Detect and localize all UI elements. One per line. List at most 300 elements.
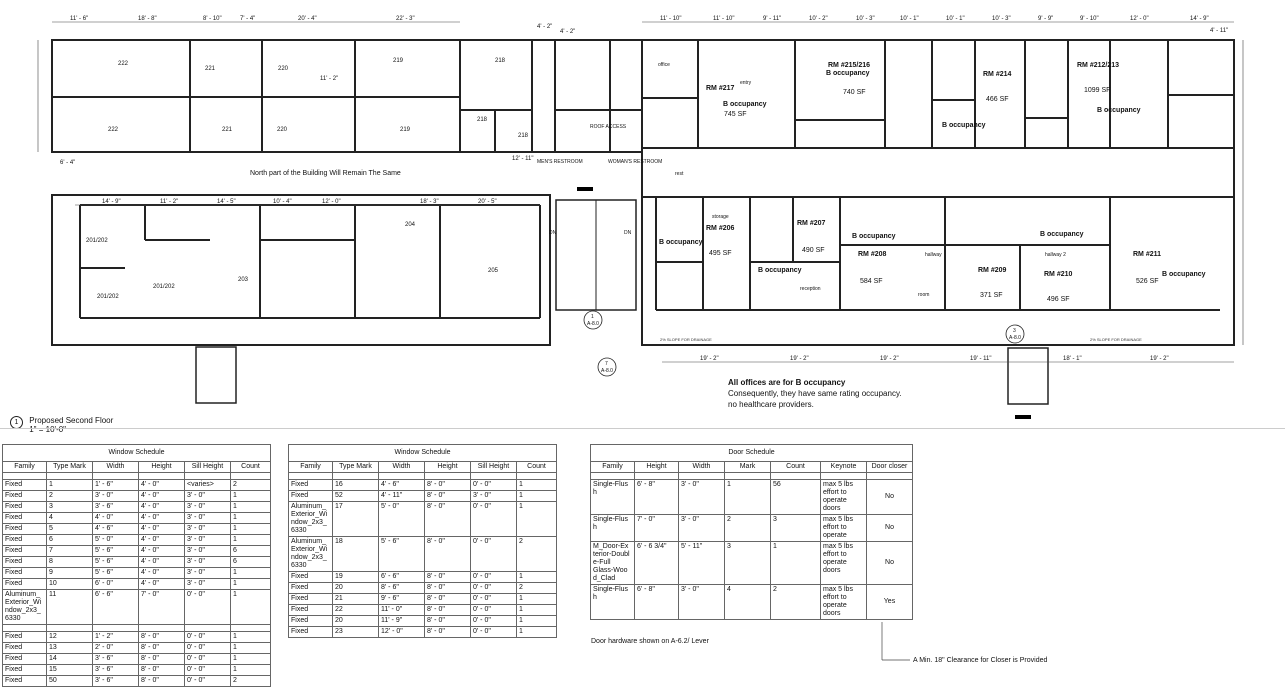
table-cell: Aluminum_ Exterior_Wi ndow_2x3_ 6330 bbox=[289, 537, 333, 572]
table-cell: 4' - 0" bbox=[139, 568, 185, 579]
table-cell: 9 bbox=[47, 568, 93, 579]
spacer-cell bbox=[471, 473, 517, 480]
column-header: Family bbox=[289, 462, 333, 473]
table-cell: 0' - 0" bbox=[471, 583, 517, 594]
table-row bbox=[3, 524, 271, 535]
table-cell: Fixed bbox=[3, 491, 47, 502]
table-cell: 1 bbox=[517, 594, 557, 605]
room-name: RM #215/216 bbox=[828, 62, 871, 69]
spacer-cell bbox=[231, 625, 271, 632]
spacer-cell bbox=[231, 473, 271, 480]
table-cell: 4' - 6" bbox=[379, 480, 425, 491]
column-header: Count bbox=[771, 462, 821, 473]
table-cell: 6' - 6" bbox=[93, 590, 139, 625]
table-cell: 14 bbox=[47, 654, 93, 665]
dim-label: 14' - 5" bbox=[217, 199, 236, 205]
table-cell: 3' - 6" bbox=[93, 654, 139, 665]
table-cell: 2 bbox=[517, 537, 557, 572]
table-row bbox=[3, 632, 271, 643]
table-cell: 8' - 0" bbox=[425, 594, 471, 605]
table-cell: Fixed bbox=[3, 632, 47, 643]
room-number: 204 bbox=[405, 222, 416, 228]
table-cell: Fixed bbox=[3, 535, 47, 546]
table-cell: max 5 lbs effort to operate doors bbox=[821, 585, 867, 620]
table-cell: 8' - 0" bbox=[425, 572, 471, 583]
table-cell: 1 bbox=[517, 480, 557, 491]
table-cell: 1 bbox=[517, 627, 557, 638]
dim-label: 9' - 10" bbox=[1080, 16, 1099, 22]
door-hardware-note: Door hardware shown on A-6.2/ Lever bbox=[591, 638, 709, 645]
room-occupancy: B occupancy bbox=[758, 267, 802, 274]
table-cell: Fixed bbox=[3, 579, 47, 590]
table-row bbox=[3, 535, 271, 546]
dim-label: 11' - 10" bbox=[713, 16, 735, 22]
room-area: 496 SF bbox=[1047, 296, 1070, 303]
table-cell: 3' - 6" bbox=[93, 665, 139, 676]
table-cell: 1 bbox=[231, 632, 271, 643]
table-cell: 52 bbox=[333, 491, 379, 502]
room-number: 218 bbox=[518, 133, 529, 139]
dim-label: 20' - 5" bbox=[478, 199, 497, 205]
dim-label: 22' - 3" bbox=[396, 16, 415, 22]
table-cell: 19 bbox=[333, 572, 379, 583]
divider bbox=[0, 428, 1285, 429]
dim-label: 11' - 6" bbox=[70, 16, 89, 22]
table-cell: 6' - 6" bbox=[379, 572, 425, 583]
table-row bbox=[3, 654, 271, 665]
table-cell: Single-Flus h bbox=[591, 585, 635, 620]
table-cell: 1 bbox=[231, 579, 271, 590]
table-cell: 5 bbox=[47, 524, 93, 535]
occupancy-note bbox=[728, 377, 902, 410]
room-label: reception bbox=[800, 286, 821, 292]
room-occupancy: B occupancy bbox=[723, 101, 767, 108]
table-row bbox=[289, 616, 557, 627]
table-cell: 4' - 0" bbox=[139, 502, 185, 513]
view-title bbox=[10, 416, 113, 434]
dim-label: 18' - 8" bbox=[138, 16, 157, 22]
section-tag-number: 1 bbox=[591, 314, 594, 320]
dim-label: 12' - 0" bbox=[322, 199, 341, 205]
dim-label: 18' - 1" bbox=[1063, 356, 1082, 362]
table-row bbox=[591, 480, 913, 515]
table-cell: 0' - 0" bbox=[471, 502, 517, 537]
table-cell: 6 bbox=[47, 535, 93, 546]
room-number: 219 bbox=[393, 58, 404, 64]
table-cell: 8' - 0" bbox=[425, 583, 471, 594]
table-cell: Fixed bbox=[3, 480, 47, 491]
table-cell: 3' - 0" bbox=[93, 491, 139, 502]
room-area: 526 SF bbox=[1136, 278, 1159, 285]
table-row bbox=[591, 542, 913, 585]
stair-label: DN bbox=[624, 230, 632, 236]
table-cell: Fixed bbox=[3, 502, 47, 513]
table-cell: Fixed bbox=[289, 616, 333, 627]
room-occupancy: B occupancy bbox=[1040, 231, 1084, 238]
table-cell: 0' - 0" bbox=[185, 643, 231, 654]
table-cell: 4' - 0" bbox=[139, 480, 185, 491]
table-cell: 2 bbox=[231, 676, 271, 687]
schedule-header bbox=[3, 462, 271, 473]
table-cell: 8' - 0" bbox=[425, 616, 471, 627]
room-occupancy: B occupancy bbox=[1162, 271, 1206, 278]
mens-restroom: MEN'S RESTROOM bbox=[537, 159, 583, 165]
room-name: RM #206 bbox=[706, 225, 735, 232]
table-cell: 1 bbox=[231, 590, 271, 625]
room-label: storage bbox=[712, 214, 729, 220]
dim-label: 18' - 3" bbox=[420, 199, 439, 205]
spacer-cell bbox=[517, 473, 557, 480]
room-name: RM #209 bbox=[978, 267, 1007, 274]
table-cell: 21 bbox=[333, 594, 379, 605]
room-number: 219 bbox=[400, 127, 411, 133]
table-cell: No bbox=[867, 542, 913, 585]
room-occupancy: B occupancy bbox=[826, 70, 870, 77]
table-cell: 4' - 0" bbox=[139, 513, 185, 524]
table-cell: Aluminum_ Exterior_Wi ndow_2x3_ 6330 bbox=[3, 590, 47, 625]
table-row bbox=[3, 579, 271, 590]
dim-label: 20' - 4" bbox=[298, 16, 317, 22]
spacer-cell bbox=[771, 473, 821, 480]
room-name: RM #208 bbox=[858, 251, 887, 258]
column-header: Family bbox=[3, 462, 47, 473]
window-schedule-2 bbox=[288, 444, 557, 638]
table-cell: 3 bbox=[771, 515, 821, 542]
table-cell: Aluminum_ Exterior_Wi ndow_2x3_ 6330 bbox=[289, 502, 333, 537]
dim-label: 6' - 4" bbox=[60, 160, 76, 166]
table-cell: 8' - 0" bbox=[139, 632, 185, 643]
table-row bbox=[3, 568, 271, 579]
room-number: 201/202 bbox=[153, 284, 175, 290]
table-cell: 0' - 0" bbox=[185, 654, 231, 665]
table-cell: 0' - 0" bbox=[471, 627, 517, 638]
view-name: Proposed Second Floor bbox=[29, 416, 114, 425]
roof-access: ROOF ACCESS bbox=[590, 124, 627, 130]
column-header: Height bbox=[635, 462, 679, 473]
table-cell: 8' - 0" bbox=[425, 605, 471, 616]
column-header: Height bbox=[425, 462, 471, 473]
column-header: Family bbox=[591, 462, 635, 473]
table-cell: 11 bbox=[47, 590, 93, 625]
column-header: Mark bbox=[725, 462, 771, 473]
table-row bbox=[289, 627, 557, 638]
note-line: Consequently, they have same rating occupancy. bbox=[728, 389, 902, 398]
room-number: 218 bbox=[477, 117, 488, 123]
table-cell: Fixed bbox=[289, 605, 333, 616]
table-cell: 3' - 0" bbox=[185, 524, 231, 535]
table-cell: 8' - 0" bbox=[425, 627, 471, 638]
table-cell: 8' - 0" bbox=[425, 480, 471, 491]
table-cell: Single-Flus h bbox=[591, 515, 635, 542]
table-cell: 8' - 0" bbox=[425, 537, 471, 572]
table-cell: 2 bbox=[725, 515, 771, 542]
table-cell: 1 bbox=[231, 502, 271, 513]
room-number: 221 bbox=[222, 127, 233, 133]
table-cell: 5' - 6" bbox=[93, 568, 139, 579]
table-cell: 5' - 6" bbox=[93, 557, 139, 568]
table-cell: 6 bbox=[231, 546, 271, 557]
dim-label: 11' - 10" bbox=[660, 16, 682, 22]
spacer-cell bbox=[93, 473, 139, 480]
dim-label: 4' - 2" bbox=[537, 24, 553, 30]
spacer-cell bbox=[93, 625, 139, 632]
table-cell: No bbox=[867, 515, 913, 542]
table-cell: 5' - 0" bbox=[379, 502, 425, 537]
table-cell: 3' - 0" bbox=[185, 502, 231, 513]
table-cell: 3 bbox=[725, 542, 771, 585]
table-cell: 4' - 0" bbox=[93, 513, 139, 524]
table-cell: 1 bbox=[725, 480, 771, 515]
table-cell: 3' - 0" bbox=[679, 515, 725, 542]
table-cell: 17 bbox=[333, 502, 379, 537]
table-cell: 1 bbox=[517, 502, 557, 537]
column-header: Sill Height bbox=[471, 462, 517, 473]
table-cell: 1 bbox=[231, 654, 271, 665]
table-cell: 18 bbox=[333, 537, 379, 572]
dim-label: 12' - 0" bbox=[1130, 16, 1149, 22]
table-cell: 56 bbox=[771, 480, 821, 515]
room-area: 745 SF bbox=[724, 111, 747, 118]
column-header: Type Mark bbox=[333, 462, 379, 473]
table-cell: 3' - 0" bbox=[185, 546, 231, 557]
table-cell: 4' - 0" bbox=[139, 535, 185, 546]
dim-label: 10' - 1" bbox=[900, 16, 919, 22]
table-cell: 8' - 0" bbox=[425, 502, 471, 537]
table-cell: Fixed bbox=[3, 546, 47, 557]
room-number: 220 bbox=[277, 127, 288, 133]
table-cell: 1 bbox=[231, 665, 271, 676]
dim-label: 11' - 2" bbox=[320, 76, 339, 82]
table-cell: 4' - 6" bbox=[93, 524, 139, 535]
slope-note: 2% SLOPE FOR DRAINAGE bbox=[660, 337, 712, 342]
schedule-title: Door Schedule bbox=[590, 444, 913, 461]
table-cell: 20 bbox=[333, 616, 379, 627]
table-row bbox=[591, 515, 913, 542]
dim-label: 7' - 4" bbox=[240, 16, 256, 22]
table-cell: 13 bbox=[47, 643, 93, 654]
dim-label: 10' - 4" bbox=[273, 199, 292, 205]
table-cell: 6' - 6 3/4" bbox=[635, 542, 679, 585]
table-cell: 0' - 0" bbox=[185, 632, 231, 643]
table-cell: 3' - 0" bbox=[185, 513, 231, 524]
spacer-cell bbox=[139, 473, 185, 480]
spacer-cell bbox=[425, 473, 471, 480]
table-cell: 8' - 0" bbox=[139, 654, 185, 665]
table-cell: 4' - 11" bbox=[379, 491, 425, 502]
table-cell: Fixed bbox=[289, 572, 333, 583]
table-cell: max 5 lbs effort to operate doors bbox=[821, 542, 867, 585]
dim-label: 4' - 11" bbox=[1210, 28, 1229, 34]
spacer-cell bbox=[591, 473, 635, 480]
table-cell: 3' - 6" bbox=[93, 676, 139, 687]
table-cell: 1 bbox=[517, 605, 557, 616]
dim-label: 12' - 11" bbox=[512, 156, 534, 162]
table-cell: 5' - 6" bbox=[93, 546, 139, 557]
room-area: 1099 SF bbox=[1084, 87, 1111, 94]
dim-label: 10' - 3" bbox=[992, 16, 1011, 22]
table-cell: 0' - 0" bbox=[471, 480, 517, 491]
dim-label: 10' - 1" bbox=[946, 16, 965, 22]
table-cell: 7' - 0" bbox=[139, 590, 185, 625]
table-cell: Fixed bbox=[3, 568, 47, 579]
table-cell: 6' - 0" bbox=[93, 579, 139, 590]
table-row bbox=[289, 537, 557, 572]
table-cell: 1 bbox=[517, 616, 557, 627]
room-label: hallway 2 bbox=[1045, 252, 1066, 258]
dim-label: 14' - 9" bbox=[1190, 16, 1209, 22]
table-row bbox=[3, 557, 271, 568]
table-cell: 4' - 0" bbox=[139, 524, 185, 535]
table-cell: 8' - 0" bbox=[139, 665, 185, 676]
table-row bbox=[289, 594, 557, 605]
table-row bbox=[289, 572, 557, 583]
table-cell: 1 bbox=[231, 524, 271, 535]
table-cell: 15 bbox=[47, 665, 93, 676]
spacer-cell bbox=[379, 473, 425, 480]
dim-label: 19' - 2" bbox=[1150, 356, 1169, 362]
room-occupancy: B occupancy bbox=[852, 233, 896, 240]
table-cell: 0' - 0" bbox=[471, 605, 517, 616]
schedule-title: Window Schedule bbox=[288, 444, 557, 461]
spacer-cell bbox=[635, 473, 679, 480]
table-row bbox=[591, 585, 913, 620]
table-cell: 3 bbox=[47, 502, 93, 513]
view-scale: 1" = 10'-0" bbox=[29, 425, 67, 434]
spacer-cell bbox=[725, 473, 771, 480]
table-row bbox=[3, 480, 271, 491]
table-cell: 11' - 9" bbox=[379, 616, 425, 627]
room-name: RM #211 bbox=[1133, 251, 1162, 258]
room-name: RM #207 bbox=[797, 220, 826, 227]
table-cell: 0' - 0" bbox=[471, 572, 517, 583]
table-row bbox=[3, 665, 271, 676]
spacer-cell bbox=[289, 473, 333, 480]
dim-label: 19' - 2" bbox=[880, 356, 899, 362]
table-cell: 0' - 0" bbox=[185, 665, 231, 676]
room-area: 371 SF bbox=[980, 292, 1003, 299]
column-header: Type Mark bbox=[47, 462, 93, 473]
column-header: Door closer bbox=[867, 462, 913, 473]
room-number: 205 bbox=[488, 268, 499, 274]
spacer-cell bbox=[3, 473, 47, 480]
table-cell: Fixed bbox=[3, 676, 47, 687]
table-cell: 8' - 0" bbox=[425, 491, 471, 502]
column-header: Width bbox=[93, 462, 139, 473]
table-cell: <varies> bbox=[185, 480, 231, 491]
table-cell: 12' - 0" bbox=[379, 627, 425, 638]
dim-label: 10' - 3" bbox=[856, 16, 875, 22]
table-cell: 1 bbox=[47, 480, 93, 491]
column-header: Keynote bbox=[821, 462, 867, 473]
spacer-row bbox=[3, 473, 271, 480]
table-cell: 3' - 0" bbox=[679, 480, 725, 515]
table-row bbox=[289, 583, 557, 594]
section-tag-ref: A-8.0 bbox=[1009, 335, 1021, 341]
room-number: 218 bbox=[495, 58, 506, 64]
table-cell: Fixed bbox=[3, 665, 47, 676]
section-tag-number: 7 bbox=[605, 361, 608, 367]
table-cell: 7 bbox=[47, 546, 93, 557]
window-schedule-1 bbox=[2, 444, 271, 687]
table-cell: 2 bbox=[231, 480, 271, 491]
table-cell: 4 bbox=[47, 513, 93, 524]
table-cell: 3' - 0" bbox=[679, 585, 725, 620]
room-area: 495 SF bbox=[709, 250, 732, 257]
room-name: RM #214 bbox=[983, 71, 1012, 78]
table-cell: 10 bbox=[47, 579, 93, 590]
table-cell: 8' - 6" bbox=[379, 583, 425, 594]
table-cell: Fixed bbox=[289, 627, 333, 638]
table-cell: 5' - 11" bbox=[679, 542, 725, 585]
spacer-cell bbox=[3, 625, 47, 632]
schedule-header bbox=[289, 462, 557, 473]
table-cell: 3' - 6" bbox=[93, 502, 139, 513]
table-cell: Fixed bbox=[289, 491, 333, 502]
table-cell: 22 bbox=[333, 605, 379, 616]
table-cell: Fixed bbox=[289, 583, 333, 594]
room-area: 466 SF bbox=[986, 96, 1009, 103]
table-cell: 1 bbox=[231, 535, 271, 546]
table-cell: Fixed bbox=[289, 594, 333, 605]
dim-label: 9' - 9" bbox=[1038, 16, 1054, 22]
table-cell: 50 bbox=[47, 676, 93, 687]
table-cell: 23 bbox=[333, 627, 379, 638]
table-row bbox=[3, 676, 271, 687]
room-occupancy: B occupancy bbox=[1097, 107, 1141, 114]
spacer-cell bbox=[867, 473, 913, 480]
column-header: Height bbox=[139, 462, 185, 473]
north-note: North part of the Building Will Remain The Same bbox=[250, 170, 401, 177]
table-cell: 8' - 0" bbox=[139, 676, 185, 687]
spacer-cell bbox=[139, 625, 185, 632]
spacer-cell bbox=[47, 473, 93, 480]
table-cell: 4' - 0" bbox=[139, 491, 185, 502]
room-area: 490 SF bbox=[802, 247, 825, 254]
dim-label: 11' - 2" bbox=[160, 199, 179, 205]
column-header: Count bbox=[517, 462, 557, 473]
table-cell: 3' - 0" bbox=[185, 491, 231, 502]
door-schedule bbox=[590, 444, 913, 620]
dim-label: 14' - 9" bbox=[102, 199, 121, 205]
table-cell: 1 bbox=[231, 513, 271, 524]
table-row bbox=[289, 480, 557, 491]
table-cell: Fixed bbox=[3, 654, 47, 665]
table-cell: 11' - 0" bbox=[379, 605, 425, 616]
room-label: hallway bbox=[925, 252, 942, 258]
table-cell: 3' - 0" bbox=[185, 535, 231, 546]
room-label: entry bbox=[740, 80, 752, 86]
column-header: Count bbox=[231, 462, 271, 473]
dim-label: 10' - 2" bbox=[809, 16, 828, 22]
table-cell: 9' - 6" bbox=[379, 594, 425, 605]
room-occupancy: B occupancy bbox=[659, 239, 703, 246]
spacer-row bbox=[591, 473, 913, 480]
dim-label: 4' - 2" bbox=[560, 29, 576, 35]
section-tag-ref: A-8.0 bbox=[587, 321, 599, 327]
spacer-row bbox=[3, 625, 271, 632]
table-row bbox=[3, 546, 271, 557]
table-cell: 7' - 0" bbox=[635, 515, 679, 542]
table-cell: 0' - 0" bbox=[185, 590, 231, 625]
column-header: Width bbox=[379, 462, 425, 473]
view-number: 1 bbox=[10, 416, 23, 429]
table-cell: 3' - 0" bbox=[185, 579, 231, 590]
table-cell: 3' - 0" bbox=[185, 568, 231, 579]
note-line: no healthcare providers. bbox=[728, 400, 814, 409]
stair-label: DN bbox=[549, 230, 557, 236]
column-header: Sill Height bbox=[185, 462, 231, 473]
spacer-cell bbox=[679, 473, 725, 480]
